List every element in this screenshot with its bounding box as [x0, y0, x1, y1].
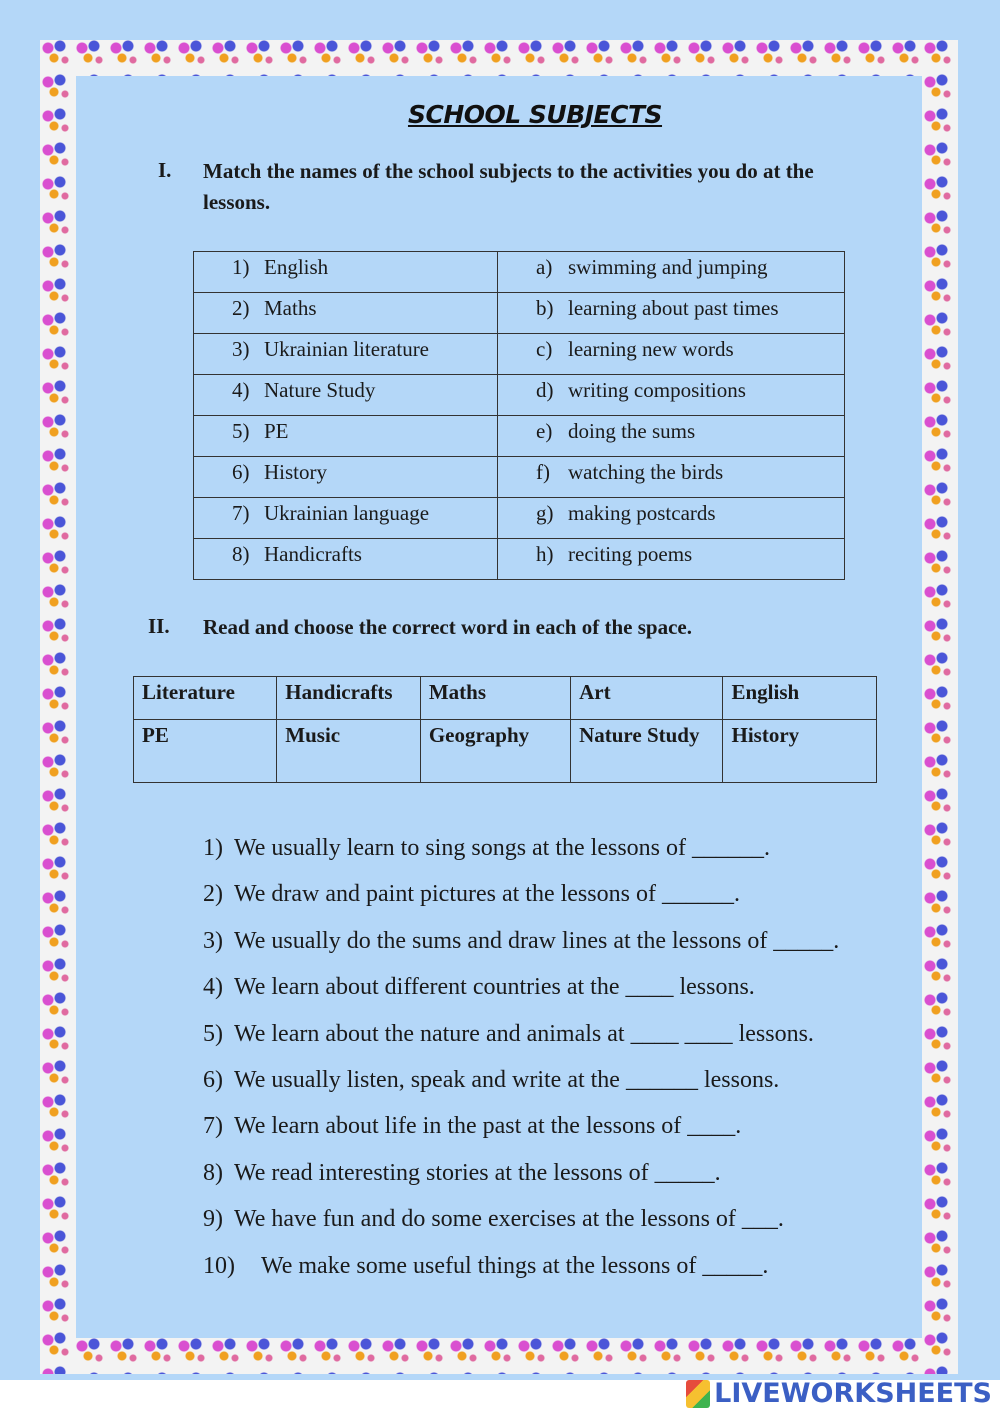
- matching-row: [194, 252, 845, 293]
- word-bank-word: Handicrafts: [277, 677, 421, 720]
- section2-instruction: Read and choose the correct word in each of the space.: [203, 615, 692, 639]
- sentence-number: 1): [203, 835, 223, 861]
- subject-cell: [194, 498, 498, 539]
- fill-in-sentences: [203, 831, 923, 1295]
- subject-cell: [194, 293, 498, 334]
- word-bank-word: Geography: [420, 720, 570, 783]
- sentence-item: [203, 831, 923, 877]
- section1-instruction: [203, 156, 903, 218]
- word-bank-word: Literature: [134, 677, 277, 720]
- activity-cell: [498, 416, 845, 457]
- matching-row: [194, 539, 845, 580]
- matching-row: [194, 293, 845, 334]
- matching-row: [194, 457, 845, 498]
- sentence-item: [203, 924, 923, 970]
- activity-name: learning about past times: [568, 296, 779, 320]
- activity-cell: [498, 457, 845, 498]
- sentence-number: 9): [203, 1206, 223, 1233]
- subject-name: Ukrainian literature: [264, 337, 430, 361]
- matching-row: [194, 416, 845, 457]
- activity-letter: g): [536, 501, 554, 525]
- activity-cell: [498, 539, 845, 580]
- sentence-item: [203, 877, 923, 923]
- activity-cell: [498, 252, 845, 293]
- subject-name: Handicrafts: [264, 542, 362, 566]
- matching-table: [193, 251, 845, 580]
- subject-number: 8): [232, 542, 250, 566]
- sentence-text: We usually listen, speak and write at the ______ lessons.: [234, 1066, 780, 1093]
- subject-number: 5): [232, 419, 250, 443]
- sentence-number: 10): [203, 1252, 235, 1279]
- subject-cell: [194, 539, 498, 580]
- sentence-text: We have fun and do some exercises at the lessons of ___.: [234, 1206, 784, 1233]
- matching-row: [194, 334, 845, 375]
- sentence-text: We read interesting stories at the lessons of _____.: [234, 1159, 721, 1186]
- matching-row: [194, 375, 845, 416]
- subject-number: 7): [232, 501, 250, 525]
- sentence-number: 3): [203, 927, 223, 954]
- word-bank-word: Art: [571, 677, 723, 720]
- sentence-item: [203, 970, 923, 1016]
- subject-name: Nature Study: [264, 378, 376, 402]
- word-bank-row: [134, 677, 877, 720]
- activity-name: doing the sums: [568, 419, 696, 443]
- sentence-text: We usually learn to sing songs at the lessons of ______.: [234, 835, 771, 861]
- sentence-text: We learn about different countries at the ____ lessons.: [234, 974, 755, 1001]
- sentence-number: 4): [203, 974, 223, 1001]
- activity-cell: [498, 498, 845, 539]
- activity-name: swimming and jumping: [568, 255, 768, 279]
- liveworksheets-logo: [686, 1378, 992, 1409]
- sentence-item: [203, 1063, 923, 1109]
- subject-name: History: [264, 460, 327, 484]
- sentence-number: 6): [203, 1066, 223, 1093]
- sentence-number: 5): [203, 1020, 223, 1047]
- subject-cell: [194, 416, 498, 457]
- sentence-item: [203, 1109, 923, 1155]
- activity-cell: [498, 375, 845, 416]
- activity-letter: h): [536, 542, 554, 566]
- activity-letter: b): [536, 296, 554, 320]
- word-bank-table: [133, 676, 877, 783]
- activity-name: making postcards: [568, 501, 716, 525]
- sentence-text: We learn about life in the past at the lessons of ____.: [234, 1113, 742, 1140]
- activity-name: learning new words: [568, 337, 734, 361]
- word-bank-word: History: [723, 720, 877, 783]
- word-bank-word: Maths: [420, 677, 570, 720]
- section1-instruction-line2: lessons.: [203, 190, 271, 214]
- balloon-border-bottom: [40, 1338, 958, 1374]
- subject-cell: [194, 375, 498, 416]
- worksheet-title: SCHOOL SUBJECTS: [407, 100, 663, 129]
- matching-row: [194, 498, 845, 539]
- subject-cell: [194, 252, 498, 293]
- sentence-text: We learn about the nature and animals at ____ ____ lessons.: [234, 1020, 814, 1047]
- balloon-border-top: [40, 40, 958, 76]
- activity-name: writing compositions: [568, 378, 746, 402]
- word-bank-word: Nature Study: [571, 720, 723, 783]
- subject-number: 4): [232, 378, 250, 402]
- sentence-text: We make some useful things at the lessons of _____.: [261, 1252, 769, 1279]
- subject-name: PE: [264, 419, 289, 443]
- word-bank-word: PE: [134, 720, 277, 783]
- subject-number: 1): [232, 255, 250, 279]
- word-bank-word: English: [723, 677, 877, 720]
- activity-letter: d): [536, 378, 554, 402]
- word-bank-row: [134, 720, 877, 783]
- subject-cell: [194, 334, 498, 375]
- activity-name: watching the birds: [568, 460, 724, 484]
- sentence-item: [203, 1017, 923, 1063]
- activity-cell: [498, 334, 845, 375]
- activity-name: reciting poems: [568, 542, 693, 566]
- sentence-item: [203, 1156, 923, 1202]
- sentence-number: 7): [203, 1113, 223, 1140]
- activity-letter: a): [536, 255, 553, 279]
- liveworksheets-logo-text: LIVEWORKSHEETS: [714, 1378, 992, 1409]
- sentence-text: We draw and paint pictures at the lessons of ______.: [234, 881, 740, 908]
- section1-instruction-line1: Match the names of the school subjects to the activities you do at the: [203, 159, 814, 183]
- subject-number: 6): [232, 460, 250, 484]
- activity-letter: c): [536, 337, 553, 361]
- sentence-number: 8): [203, 1159, 223, 1186]
- sentence-text: We usually do the sums and draw lines at the lessons of _____.: [234, 927, 840, 954]
- subject-name: Maths: [264, 296, 317, 320]
- activity-letter: f): [536, 460, 550, 484]
- word-bank-word: Music: [277, 720, 421, 783]
- section1-number: I.: [158, 158, 172, 182]
- liveworksheets-logo-icon: [686, 1380, 710, 1408]
- sentence-item: [203, 1202, 923, 1248]
- balloon-border-left: [40, 40, 76, 1374]
- subject-number: 3): [232, 337, 250, 361]
- activity-cell: [498, 293, 845, 334]
- activity-letter: e): [536, 419, 553, 443]
- balloon-border-right: [922, 40, 958, 1374]
- subject-number: 2): [232, 296, 250, 320]
- subject-name: Ukrainian language: [264, 501, 430, 525]
- section2-number: II.: [148, 614, 170, 638]
- subject-name: English: [264, 255, 329, 279]
- subject-cell: [194, 457, 498, 498]
- sentence-number: 2): [203, 881, 223, 908]
- sentence-item: [203, 1249, 923, 1295]
